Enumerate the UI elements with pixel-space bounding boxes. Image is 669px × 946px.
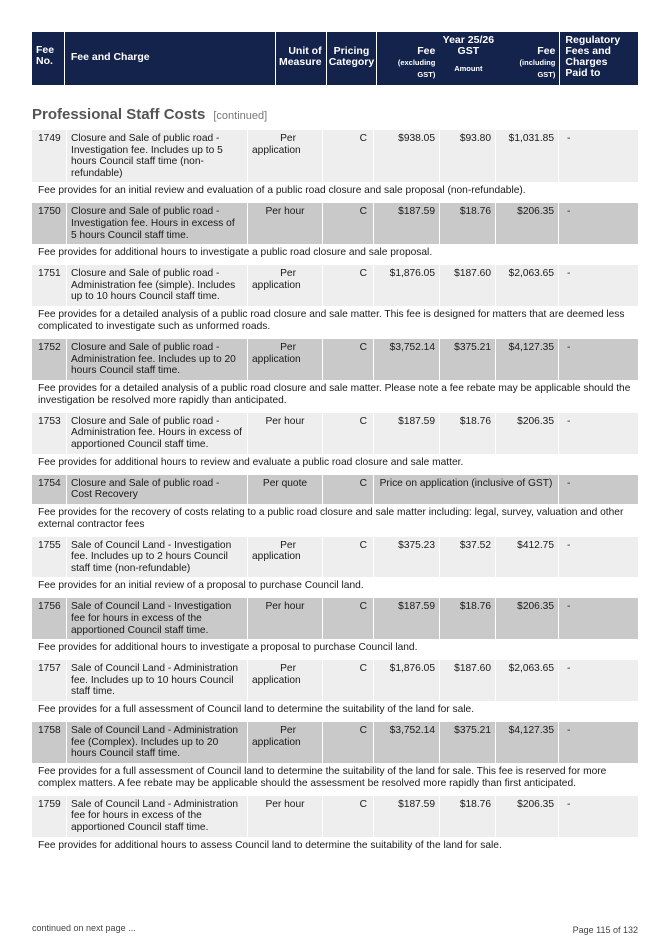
regulatory-paid-to: -	[559, 475, 638, 504]
fee-number: 1757	[32, 660, 66, 701]
regulatory-paid-to: -	[559, 203, 638, 244]
unit-of-measure: Per application	[248, 130, 322, 182]
unit-of-measure: Per application	[248, 537, 322, 578]
unit-of-measure: Per hour	[248, 796, 322, 837]
regulatory-paid-to: -	[559, 265, 638, 306]
fee-excl-gst: $187.59	[374, 203, 439, 244]
pricing-category: C	[323, 598, 373, 639]
gst-amount: $18.76	[440, 598, 495, 639]
unit-of-measure: Per application	[248, 660, 322, 701]
table-row	[32, 339, 638, 380]
price-on-application: Price on application (inclusive of GST)	[374, 475, 558, 504]
fee-number: 1750	[32, 203, 66, 244]
fee-number: 1754	[32, 475, 66, 504]
unit-of-measure: Per hour	[248, 203, 322, 244]
fee-incl-gst: $2,063.65	[496, 265, 558, 306]
fee-incl-gst: $206.35	[496, 413, 558, 454]
table-row	[32, 537, 638, 578]
fee-number: 1751	[32, 265, 66, 306]
table-row	[32, 413, 638, 454]
gst-amount: $187.60	[440, 265, 495, 306]
fee-description: Closure and Sale of public road - Administration fee (simple). Includes up to 10 hours Council staff time.	[67, 265, 247, 306]
pricing-category: C	[323, 265, 373, 306]
fee-description: Closure and Sale of public road - Investigation fee. Hours in excess of 5 hours Council staff time.	[67, 203, 247, 244]
fee-note: Fee provides for additional hours to review and evaluate a public road closure and sale matter.	[38, 456, 464, 468]
fee-excl-gst: $187.59	[374, 413, 439, 454]
fee-note: Fee provides for a detailed analysis of a public road closure and sale matter. Please note a fee rebate may be applicable should the investigation be resolved more rapidly than anticipated.	[38, 382, 631, 406]
pricing-category: C	[323, 660, 373, 701]
table-row	[32, 475, 638, 504]
fee-description: Sale of Council Land - Administration fee (Complex). Includes up to 20 hours Council staff time.	[67, 722, 247, 763]
header-fee-no: Fee No.	[32, 32, 64, 85]
regulatory-paid-to: -	[559, 722, 638, 763]
fee-note: Fee provides for the recovery of costs relating to a public road closure and sale matter including: legal, survey, valuation and other external contractor fees	[38, 506, 624, 530]
fee-incl-gst: $412.75	[496, 537, 558, 578]
header-fee-excl: Fee (excluding GST)	[397, 45, 436, 79]
table-row	[32, 130, 638, 182]
fee-excl-gst: $187.59	[374, 796, 439, 837]
regulatory-paid-to: -	[559, 130, 638, 182]
fee-note: Fee provides for an initial review of a proposal to purchase Council land.	[38, 580, 364, 592]
regulatory-paid-to: -	[559, 413, 638, 454]
regulatory-paid-to: -	[559, 598, 638, 639]
fee-description: Sale of Council Land - Investigation fee for hours in excess of the apportioned Council staff time.	[67, 598, 247, 639]
fee-number: 1753	[32, 413, 66, 454]
fee-note: Fee provides for a detailed analysis of a public road closure and sale matter. This fee is designed for matters that are deemed less complicated to investigate such as unformed roads.	[38, 308, 625, 332]
regulatory-paid-to: -	[559, 537, 638, 578]
fee-incl-gst: $206.35	[496, 203, 558, 244]
header-fee-and-charge: Fee and Charge	[65, 32, 275, 85]
fee-note: Fee provides for a full assessment of Council land to determine the suitability of the land for sale. This fee is reserved for more complex matters. A fee rebate may be applicable should the assessment be resolved more rapidly than first anticipated.	[38, 765, 607, 789]
unit-of-measure: Per hour	[248, 598, 322, 639]
gst-amount: $375.21	[440, 722, 495, 763]
fee-description: Sale of Council Land - Administration fee for hours in excess of the apportioned Council staff time.	[67, 796, 247, 837]
header-pricing-category: Pricing Category	[327, 32, 377, 85]
fee-incl-gst: $1,031.85	[496, 130, 558, 182]
gst-amount: $375.21	[440, 339, 495, 380]
fee-note: Fee provides for a full assessment of Council land to determine the suitability of the land for sale.	[38, 704, 475, 716]
fee-number: 1749	[32, 130, 66, 182]
footer-page-number: Page 115 of 132	[572, 925, 638, 935]
fee-table	[32, 130, 638, 858]
fee-description: Closure and Sale of public road - Administration fee. Includes up to 20 hours Council staff time.	[67, 339, 247, 380]
table-header	[32, 32, 638, 85]
header-year-title: Year 25/26	[442, 34, 495, 46]
pricing-category: C	[323, 796, 373, 837]
fee-description: Closure and Sale of public road - Investigation fee. Includes up to 5 hours Council staff time (non-refundable)	[67, 130, 247, 182]
header-year	[377, 32, 559, 85]
fee-description: Sale of Council Land - Administration fee. Includes up to 10 hours Council staff time.	[67, 660, 247, 701]
table-row	[32, 265, 638, 306]
unit-of-measure: Per application	[248, 722, 322, 763]
section-continued: [continued]	[213, 110, 268, 122]
fee-note: Fee provides for additional hours to investigate a proposal to purchase Council land.	[38, 642, 418, 654]
unit-of-measure: Per hour	[248, 413, 322, 454]
fee-incl-gst: $2,063.65	[496, 660, 558, 701]
unit-of-measure: Per quote	[248, 475, 322, 504]
gst-amount: $37.52	[440, 537, 495, 578]
fee-excl-gst: $938.05	[374, 130, 439, 182]
gst-amount: $18.76	[440, 413, 495, 454]
fee-description: Sale of Council Land - Investigation fee. Includes up to 2 hours Council staff time (non-refundable)	[67, 537, 247, 578]
fee-description: Closure and Sale of public road - Administration fee. Hours in excess of apportioned Council staff time.	[67, 413, 247, 454]
fee-excl-gst: $3,752.14	[374, 722, 439, 763]
pricing-category: C	[323, 339, 373, 380]
table-row	[32, 796, 638, 837]
fee-number: 1759	[32, 796, 66, 837]
fee-excl-gst: $187.59	[374, 598, 439, 639]
fee-excl-gst: $3,752.14	[374, 339, 439, 380]
gst-amount: $93.80	[440, 130, 495, 182]
pricing-category: C	[323, 722, 373, 763]
fee-number: 1758	[32, 722, 66, 763]
fee-incl-gst: $206.35	[496, 598, 558, 639]
gst-amount: $187.60	[440, 660, 495, 701]
unit-of-measure: Per application	[248, 265, 322, 306]
section-title: Professional Staff Costs [continued]	[32, 106, 268, 123]
regulatory-paid-to: -	[559, 796, 638, 837]
pricing-category: C	[323, 203, 373, 244]
header-regulatory: Regulatory Fees and Charges Paid to	[560, 32, 638, 85]
gst-amount: $18.76	[440, 796, 495, 837]
footer-continued: continued on next page ...	[32, 923, 136, 933]
fee-excl-gst: $375.23	[374, 537, 439, 578]
fee-note: Fee provides for additional hours to assess Council land to determine the suitability of the land for sale.	[38, 839, 502, 851]
fee-note: Fee provides for an initial review and evaluation of a public road closure and sale proposal (non-refundable).	[38, 185, 526, 197]
header-gst: GST Amount	[454, 45, 483, 73]
fee-incl-gst: $206.35	[496, 796, 558, 837]
fee-number: 1752	[32, 339, 66, 380]
fee-number: 1756	[32, 598, 66, 639]
pricing-category: C	[323, 130, 373, 182]
pricing-category: C	[323, 537, 373, 578]
regulatory-paid-to: -	[559, 660, 638, 701]
fee-excl-gst: $1,876.05	[374, 660, 439, 701]
fee-incl-gst: $4,127.35	[496, 339, 558, 380]
fee-number: 1755	[32, 537, 66, 578]
fee-note: Fee provides for additional hours to investigate a public road closure and sale proposal.	[38, 247, 433, 259]
table-row	[32, 722, 638, 763]
pricing-category: C	[323, 475, 373, 504]
fee-incl-gst: $4,127.35	[496, 722, 558, 763]
regulatory-paid-to: -	[559, 339, 638, 380]
pricing-category: C	[323, 413, 373, 454]
table-row	[32, 598, 638, 639]
unit-of-measure: Per application	[248, 339, 322, 380]
fee-description: Closure and Sale of public road - Cost Recovery	[67, 475, 247, 504]
table-row	[32, 660, 638, 701]
gst-amount: $18.76	[440, 203, 495, 244]
header-unit-of-measure: Unit of Measure	[276, 32, 326, 85]
fee-excl-gst: $1,876.05	[374, 265, 439, 306]
table-row	[32, 203, 638, 244]
header-fee-incl: Fee (including GST)	[519, 45, 556, 79]
